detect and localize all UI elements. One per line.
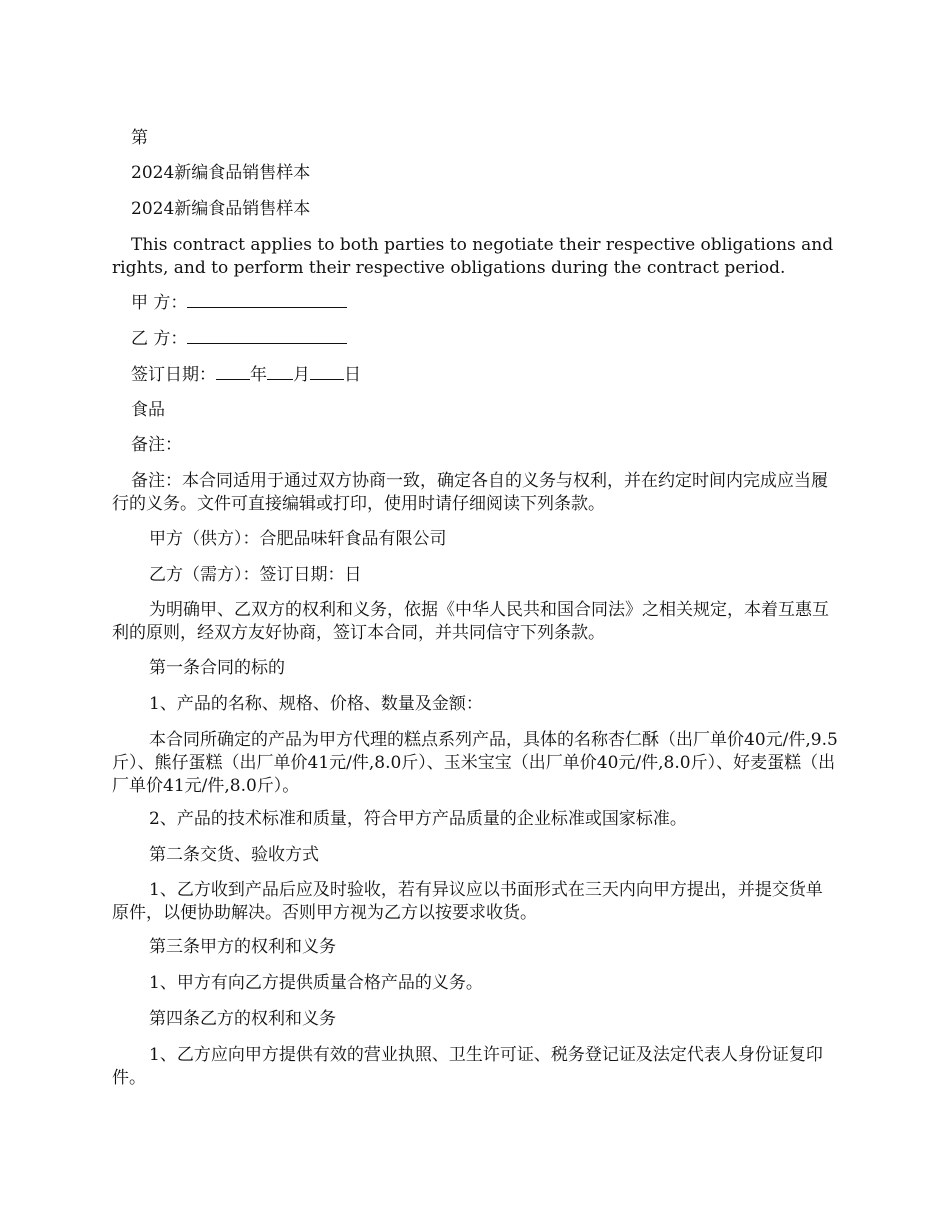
document-subtitle: 2024新编食品销售样本 <box>131 199 311 219</box>
day-label: 日 <box>344 365 361 385</box>
article-3-title: 第三条甲方的权利和义务 <box>149 937 336 957</box>
party-b-label: 乙 方： <box>131 329 188 349</box>
party-b-line <box>112 327 838 351</box>
preamble: 为明确甲、乙双方的权利和义务，依据《中华人民共和国合同法》之相关规定，本着互惠互利的原则，经双方友好协商，签订本合同，并共同信守下列条款。 <box>112 600 829 643</box>
article-2-title: 第二条交货、验收方式 <box>149 845 319 865</box>
month-blank[interactable] <box>267 363 293 380</box>
buyer-line: 乙方（需方）：签订日期：日 <box>149 565 362 585</box>
remark-text: 备注：本合同适用于通过双方协商一致，确定各自的义务与权利，并在约定时间内完成应当履行的义务。文件可直接编辑或打印，使用时请仔细阅读下列条款。 <box>112 471 828 514</box>
article-1-title: 第一条合同的标的 <box>149 658 285 678</box>
year-blank[interactable] <box>216 363 250 380</box>
heading-di: 第 <box>131 128 148 148</box>
year-label: 年 <box>250 365 267 385</box>
day-blank[interactable] <box>310 363 344 380</box>
article-1-item-1-body: 本合同所确定的产品为甲方代理的糕点系列产品，具体的名称杏仁酥（出厂单价40元/件,9.5斤）、熊仔蛋糕（出厂单价41元/件,8.0斤）、玉米宝宝（出厂单价40元/件,8.0斤）、好麦蛋糕（出厂单价41元/件,8.0斤）。 <box>112 730 838 796</box>
party-a-label: 甲 方： <box>131 293 188 313</box>
article-2-item-1: 1、乙方收到产品后应及时验收，若有异议应以书面形式在三天内向甲方提出，并提交货单原件，以便协助解决。否则甲方视为乙方以按要求收货。 <box>112 880 823 923</box>
party-b-blank[interactable] <box>187 327 347 344</box>
sign-date-label: 签订日期： <box>131 365 216 385</box>
article-4-item-1: 1、乙方应向甲方提供有效的营业执照、卫生许可证、税务登记证及法定代表人身份证复印件。 <box>112 1045 823 1088</box>
document-title: 2024新编食品销售样本 <box>131 163 311 183</box>
sign-date-line <box>112 363 838 387</box>
month-label: 月 <box>293 365 310 385</box>
english-intro: This contract applies to both parties to negotiate their respective obligations and rights, and to perform their respective obligations during the contract period. <box>112 235 834 278</box>
category: 食品 <box>131 400 165 420</box>
article-4-title: 第四条乙方的权利和义务 <box>149 1009 336 1029</box>
remark-label: 备注： <box>131 435 182 455</box>
article-3-item-1: 1、甲方有向乙方提供质量合格产品的义务。 <box>149 973 483 993</box>
party-a-blank[interactable] <box>187 291 347 308</box>
party-a-line <box>112 291 838 315</box>
article-1-item-2: 2、产品的技术标准和质量，符合甲方产品质量的企业标准或国家标准。 <box>149 809 687 829</box>
article-1-item-1: 1、产品的名称、规格、价格、数量及金额： <box>149 694 483 714</box>
supplier-line: 甲方（供方）：合肥品味轩食品有限公司 <box>149 529 447 549</box>
